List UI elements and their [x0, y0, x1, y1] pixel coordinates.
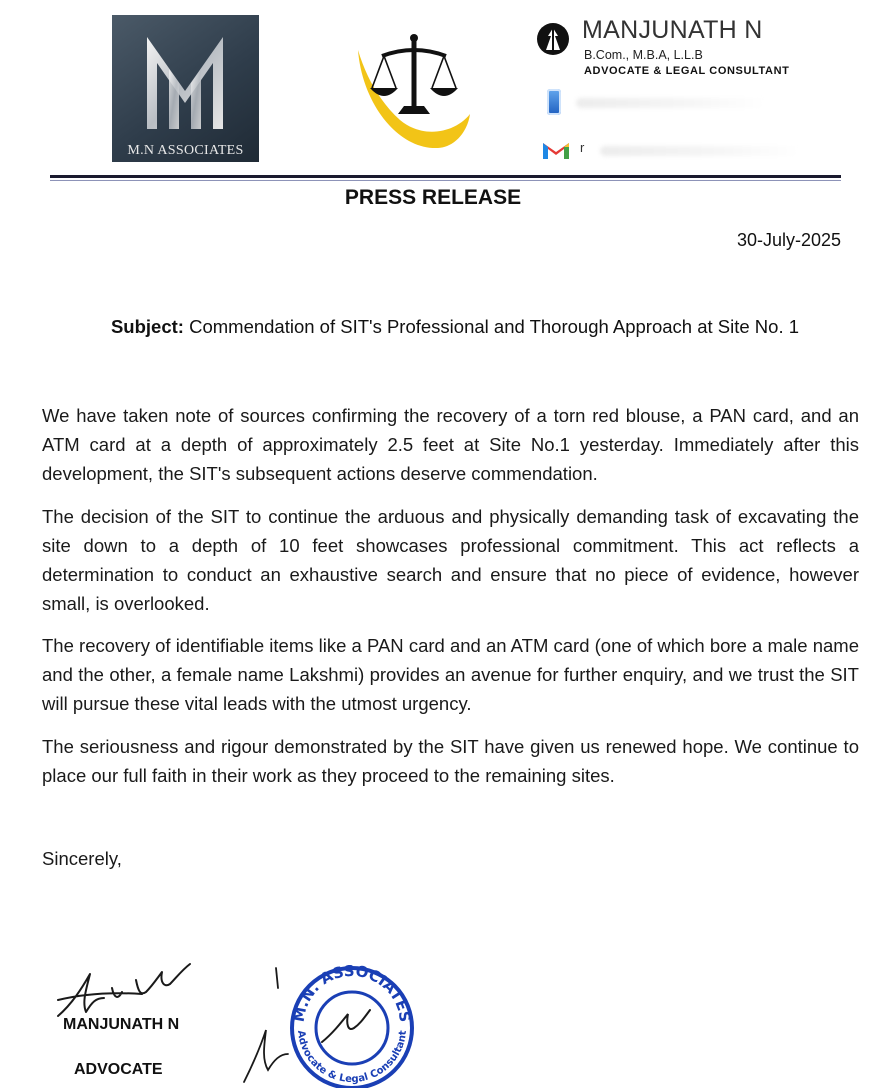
handwritten-signature [52, 958, 212, 1020]
advocate-qualifications: B.Com., M.B.A, L.L.B [584, 48, 703, 62]
firm-seal-stamp [236, 958, 414, 1088]
firm-logo-text: M.N ASSOCIATES [127, 143, 244, 158]
body-paragraph: We have taken note of sources confirming the recovery of a torn red blouse, a PAN card, and an ATM card at a depth of approximately 2.5 feet at Site No.1 yesterday. Immediately after this development, the SIT's subsequent actions deserve commendation. [42, 405, 859, 484]
redacted-phone-number [576, 98, 766, 108]
svg-text:M.N. ASSOCIATES: M.N. ASSOCIATES [289, 961, 414, 1024]
firm-logo [112, 15, 259, 162]
header-divider [50, 175, 841, 178]
advocate-name: MANJUNATH N [582, 16, 763, 44]
email-address: r [580, 140, 585, 155]
svg-text:Advocate & Legal Consultant: Advocate & Legal Consultant [294, 1029, 409, 1086]
subject-label: Subject: [110, 316, 184, 337]
redacted-email [600, 146, 800, 156]
body-paragraph: The seriousness and rigour demonstrated by the SIT have given us renewed hope. We continue to place our full faith in their work as they proceed to the remaining sites. [42, 736, 859, 786]
advocate-emblem-icon [536, 22, 570, 56]
scales-of-justice-icon [352, 22, 474, 154]
subject-line [0, 316, 889, 338]
mn-monogram-icon [139, 29, 231, 135]
closing-salutation: Sincerely, [42, 848, 122, 869]
signatory-role: ADVOCATE [74, 1061, 163, 1078]
advocate-designation: ADVOCATE & LEGAL CONSULTANT [584, 65, 790, 77]
document-date: 30-July-2025 [736, 230, 841, 250]
document-title: PRESS RELEASE [344, 186, 522, 209]
body-paragraph: The decision of the SIT to continue the arduous and physically demanding task of excavating the site down to a depth of 10 feet showcases professional commitment. This act reflects a determination to conduct an exhaustive search and ensure that no piece of evidence, however small, is overlooked. [42, 506, 859, 614]
signatory-name: MANJUNATH N [63, 1016, 180, 1033]
gmail-icon [541, 139, 571, 161]
body-paragraph: The recovery of identifiable items like a PAN card and an ATM card (one of which bore a male name and the other, a female name Lakshmi) provides an avenue for further enquiry, and we trust the SIT will pursue these vital leads with the utmost urgency. [42, 635, 859, 714]
subject-text: Commendation of SIT's Professional and Thorough Approach at Site No. 1 [183, 316, 800, 337]
phone-icon [547, 89, 561, 115]
header-divider-thin [50, 180, 841, 181]
